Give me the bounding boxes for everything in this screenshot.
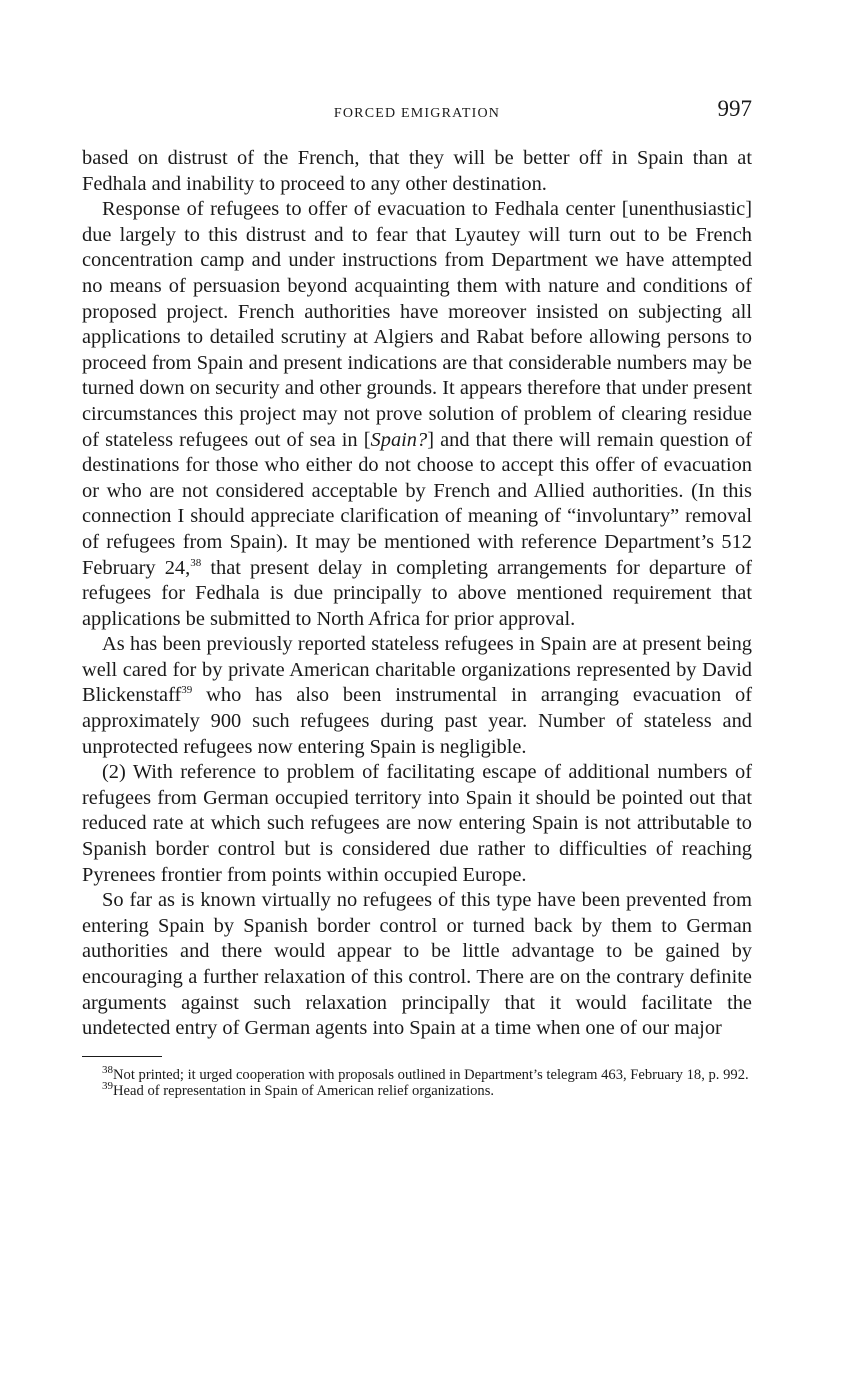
paragraph-text: based on distrust of the French, that they will be better off in Spain than at Fedhala and inability to proceed to any other destination. (82, 147, 752, 195)
paragraph-text: (2) With reference to problem of facilitating escape of additional numbers of refugees from German occupied territory into Spain it should be pointed out that reduced rate at which such refugees are now entering Spain is not attributable to Spanish border control but is considered due rather to difficulties of reaching Pyrenees frontier from points within occupied Europe. (82, 761, 752, 886)
page-header (82, 92, 752, 132)
footnote-marker: 39 (102, 1080, 113, 1093)
paragraph-text: who has also been instrumental in arranging evacuation of approximately 900 such refugees during past year. Number of stateless and unprotected refugees now entering Spain is negligible. (82, 684, 752, 758)
footnote-text: Not printed; it urged cooperation with proposals outlined in Department’s telegram 463, February 18, p. 992. (113, 1066, 749, 1083)
footnote-marker: 38 (102, 1063, 113, 1076)
paragraph-text: ] and that there will remain question of destinations for those who either do not choose to accept this offer of evacuation or who are not considered acceptable by French and Allied authorities. (In this connection I should appreciate clarification of meaning of “involuntary” removal of refugees from Spain). It may be mentioned with reference Department’s 512 February 24, (82, 428, 752, 579)
paragraph-border-control (82, 888, 752, 1042)
footnote-39 (82, 1080, 752, 1100)
paragraph-text: that present delay in completing arrangements for departure of refugees for Fedhala is due principally to above mentioned requirement that applications be submitted to North Africa for prior approval. (82, 556, 752, 630)
document-page (82, 92, 752, 1100)
body-text (82, 146, 752, 1042)
paragraph-text: Response of refugees to offer of evacuation to Fedhala center [unenthusiastic] due largely to this distrust and to fear that Lyautey will turn out to be French concentration camp and under instructions from Department we have attempted no means of persuasion beyond acquainting them with nature and conditions of proposed project. French authorities have moreover insisted on subjecting all applications to detailed scrutiny at Algiers and Rabat before allowing persons to proceed from Spain and present indications are that considerable numbers may be turned down on security and other grounds. It appears therefore that under present circumstances this project may not prove solution of problem of clearing residue of stateless refugees out of sea in [ (82, 198, 752, 451)
footnotes (82, 1056, 752, 1100)
paragraph-continuation (82, 146, 752, 197)
footnote-reference-38: 38 (190, 556, 202, 569)
paragraph-text: So far as is known virtually no refugees of this type have been prevented from entering Spain by Spanish border control or turned back by them to German authorities and there would appear to be little advantage to be gained by encouraging a further relaxation of this control. There are on the contrary definite arguments against such relaxation principally that it would facilitate the undetected entry of German agents into Spain at a time when one of our major (82, 889, 752, 1040)
page-number: 997 (717, 96, 752, 121)
paragraph-stateless-refugees (82, 632, 752, 760)
running-title: FORCED EMIGRATION (333, 106, 501, 121)
footnote-text: Head of representation in Spain of American relief organizations. (113, 1083, 495, 1100)
paragraph-response-of-refugees (82, 197, 752, 632)
paragraph-text: As has been previously reported stateless refugees in Spain are at present being well cared for by private American charitable organizations represented by David Blickenstaff (82, 633, 752, 707)
footnote-reference-39: 39 (181, 684, 193, 697)
footnote-38 (82, 1063, 752, 1084)
bracketed-emphasis: Spain? (370, 428, 428, 451)
footnote-divider (82, 1056, 162, 1057)
paragraph-item-2 (82, 760, 752, 888)
